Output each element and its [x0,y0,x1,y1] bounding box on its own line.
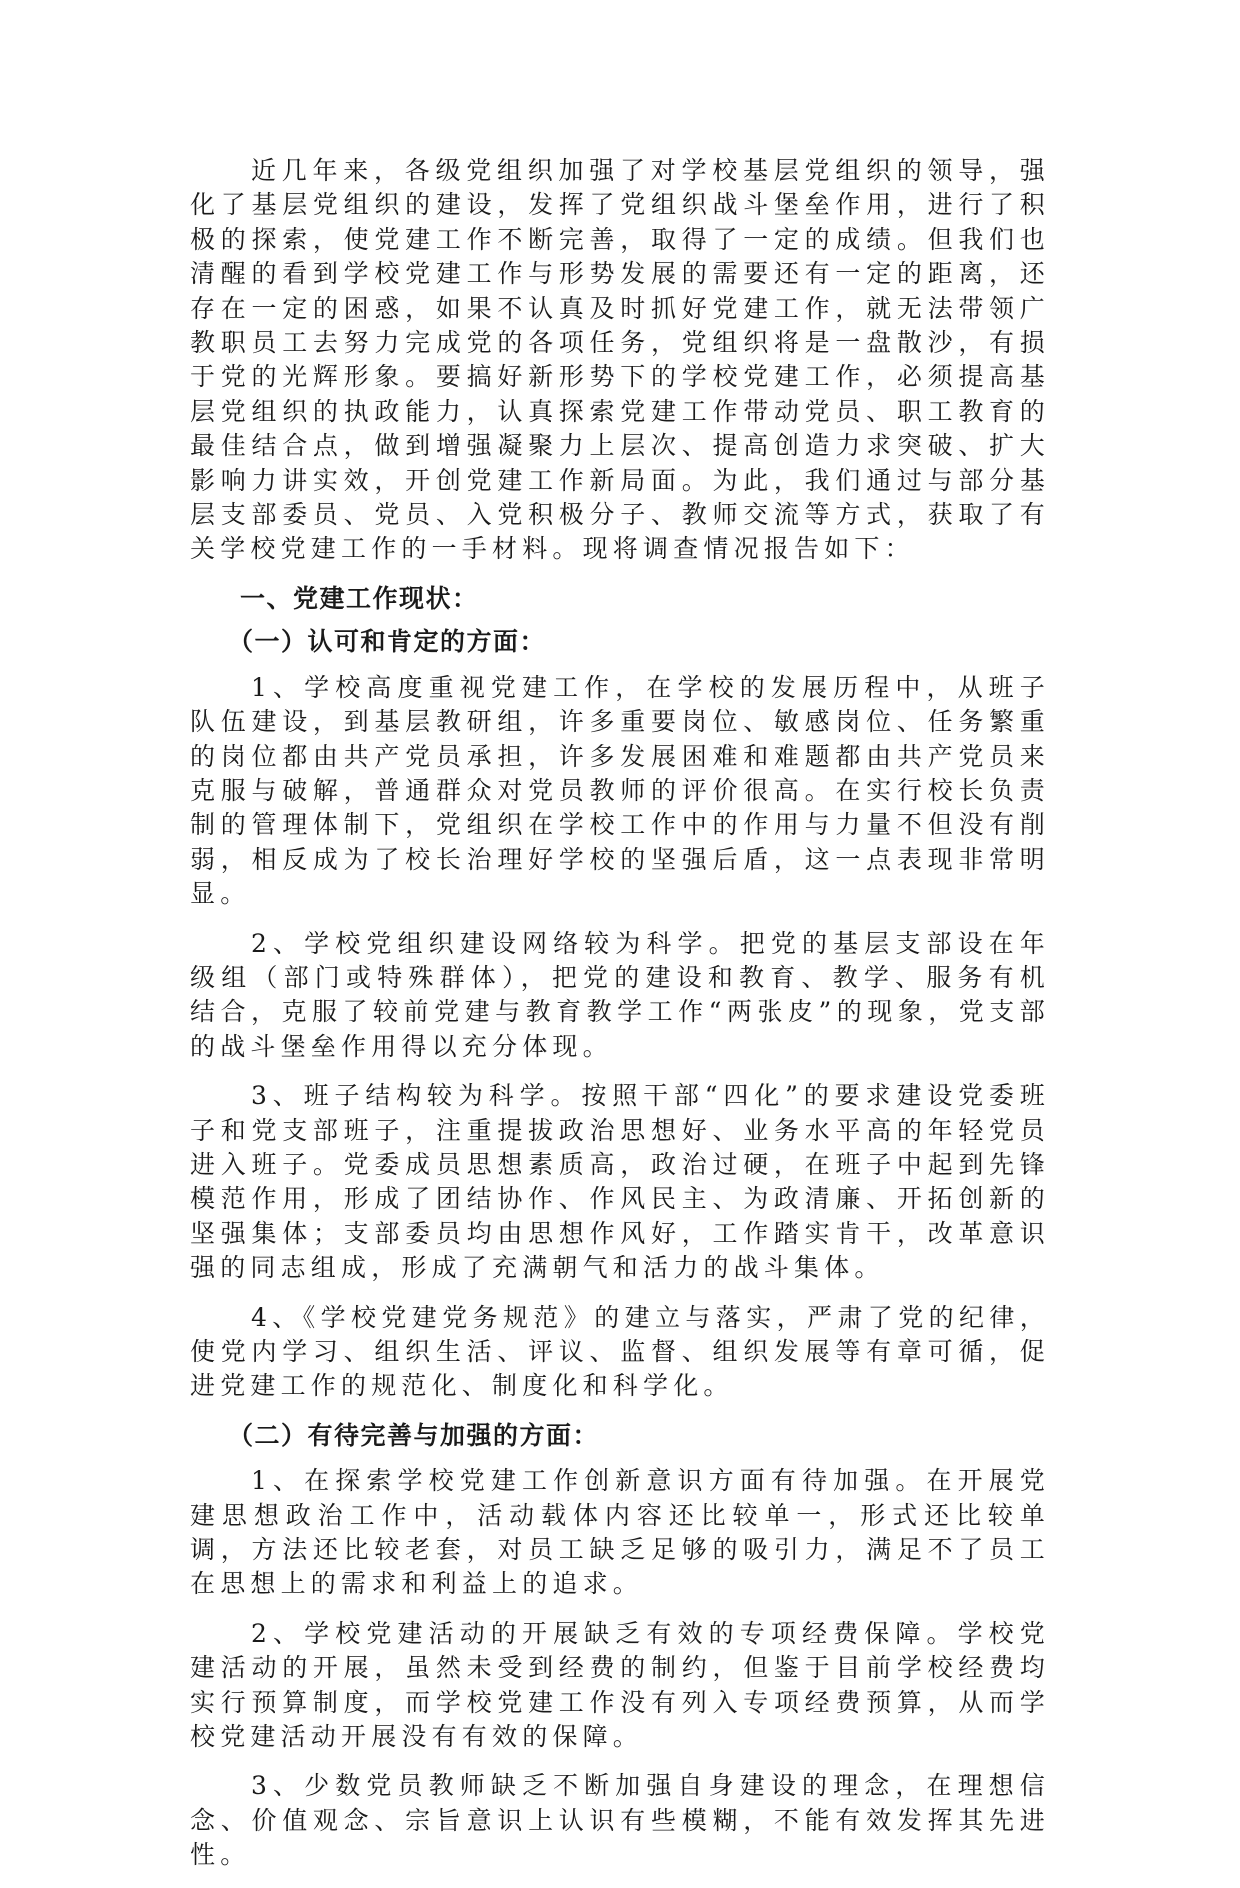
document-page [190,154,1050,1888]
intro-paragraph: 近几年来，各级党组织加强了对学校基层党组织的领导，强化了基层党组织的建设，发挥了党组织战斗堡垒作用，进行了积极的探索，使党建工作不断完善，取得了一定的成绩。但我们也清醒的看到学校党建工作与形势发展的需要还有一定的距离，还存在一定的困惑，如果不认真及时抓好党建工作，就无法带领广教职员工去努力完成党的各项任务，党组织将是一盘散沙，有损于党的光辉形象。要搞好新形势下的学校党建工作，必须提高基层党组织的执政能力，认真探索党建工作带动党员、职工教育的最佳结合点，做到增强凝聚力上层次、提高创造力求突破、扩大影响力讲实效，开创党建工作新局面。为此，我们通过与部分基层支部委员、党员、入党积极分子、教师交流等方式，获取了有关学校党建工作的一手材料。现将调查情况报告如下： [190,156,1050,564]
improvement-item-2: 2、学校党建活动的开展缺乏有效的专项经费保障。学校党建活动的开展，虽然未受到经费的制约，但鉴于目前学校经费均实行预算制度，而学校党建工作没有列入专项经费预算，从而学校党建活动开展没有有效的保障。 [190,1618,1050,1752]
section-heading-current-status: 一、党建工作现状： [240,583,479,613]
subsection-heading-improvement-aspects: （二）有待完善与加强的方面： [228,1420,600,1450]
recognized-item-2: 2、学校党组织建设网络较为科学。把党的基层支部设在年级组（部门或特殊群体），把党的建设和教育、教学、服务有机结合，克服了较前党建与教育教学工作“两张皮”的现象，党支部的战斗堡垒作用得以充分体现。 [190,928,1050,1061]
improvement-item-3: 3、少数党员教师缺乏不断加强自身建设的理念，在理想信念、价值观念、宗旨意识上认识有些模糊，不能有效发挥其先进性。 [190,1771,1050,1870]
improvement-item-1: 1、在探索学校党建工作创新意识方面有待加强。在开展党建思想政治工作中，活动载体内容还比较单一，形式还比较单调，方法还比较老套，对员工缺乏足够的吸引力，满足不了员工在思想上的需求和利益上的追求。 [190,1466,1050,1599]
recognized-item-3: 3、班子结构较为科学。按照干部“四化”的要求建设党委班子和党支部班子，注重提拔政治思想好、业务水平高的年轻党员进入班子。党委成员思想素质高，政治过硬，在班子中起到先锋模范作用，形成了团结协作、作风民主、为政清廉、开拓创新的坚强集体；支部委员均由思想作风好，工作踏实肯干，改革意识强的同志组成，形成了充满朝气和活力的战斗集体。 [190,1081,1050,1283]
subsection-heading-recognized-aspects: （一）认可和肯定的方面： [228,627,547,657]
recognized-item-4: 4、《学校党建党务规范》的建立与落实，严肃了党的纪律，使党内学习、组织生活、评议、监督、组织发展等有章可循，促进党建工作的规范化、制度化和科学化。 [190,1302,1050,1401]
recognized-item-1: 1、学校高度重视党建工作，在学校的发展历程中，从班子队伍建设，到基层教研组，许多重要岗位、敏感岗位、任务繁重的岗位都由共产党员承担，许多发展困难和难题都由共产党员来克服与破解，普通群众对党员教师的评价很高。在实行校长负责制的管理体制下，党组织在学校工作中的作用与力量不但没有削弱，相反成为了校长治理好学校的坚强后盾，这一点表现非常明显。 [190,672,1050,909]
